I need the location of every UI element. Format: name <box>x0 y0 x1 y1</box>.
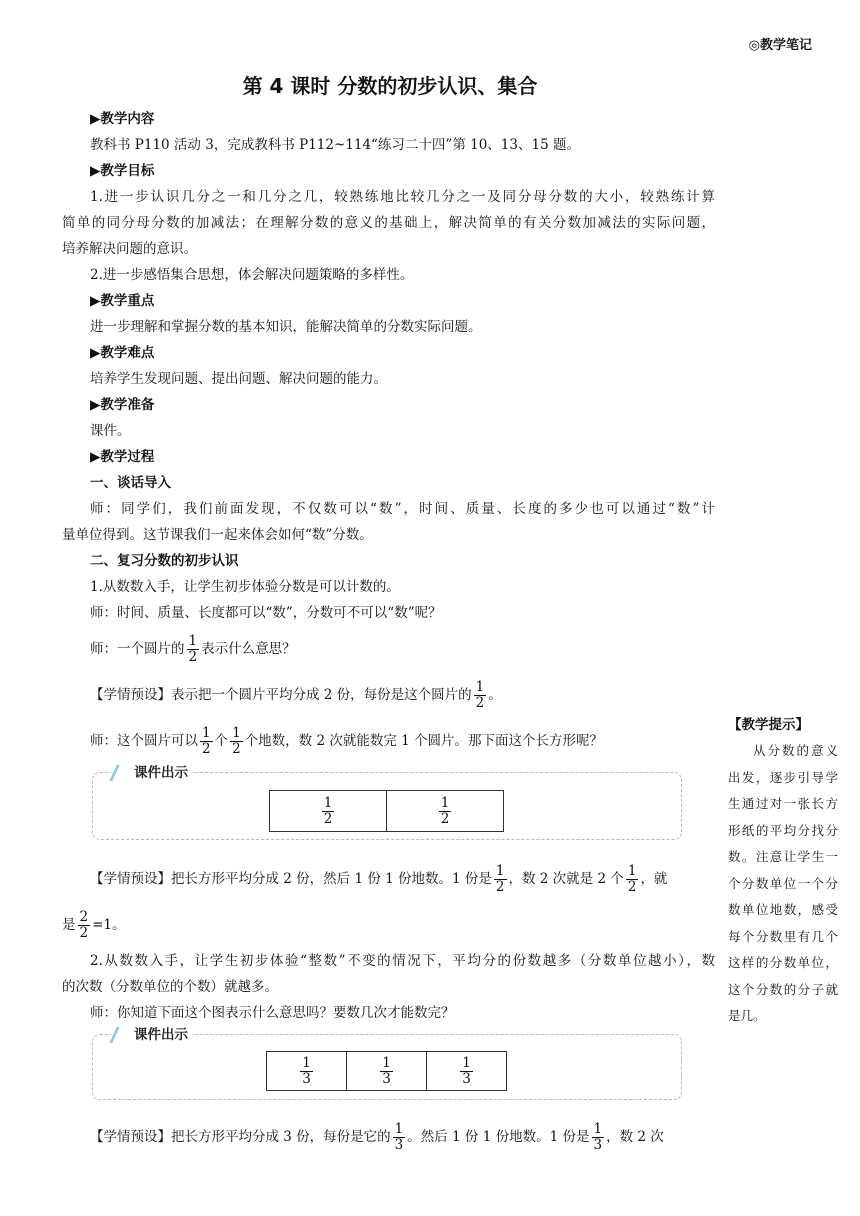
fraction-one-half: $\frac{1}{2}$ <box>202 725 211 757</box>
rectangle-cell: $\frac{1}{3}$ <box>347 1052 427 1090</box>
p2-preset-rectangle: 【学情预设】把长方形平均分成 2 份，然后 1 份 1 份地数。1 份是 $\frac{1}{2}$ ，数 2 次就是 2 个 $\frac{1}{2}$ ，就 <box>90 863 668 895</box>
teaching-tip-sidebar <box>728 712 838 1030</box>
courseware-label: 课件出示 <box>111 1023 192 1043</box>
fraction-one-half: $\frac{1}{2}$ <box>495 863 505 895</box>
rectangle-thirds <box>266 1051 507 1091</box>
content-heading: ▶教学内容 <box>90 111 155 127</box>
courseware-panel-thirds <box>92 1027 682 1100</box>
part1-line2: 量单位得到。这节课我们一起来体会如何“数”分数。 <box>62 527 373 543</box>
goal1-line1: 1.进一步认识几分之一和几分之几，较熟练地比较几分之一及同分母分数的大小，较熟练计算 <box>90 189 715 205</box>
p2-half-question: 师：一个圆片的 $\frac{1}{2}$ 表示什么意思？ <box>90 633 296 665</box>
p2-question: 师：时间、质量、长度都可以“数”，分数可不可以“数”呢？ <box>90 605 442 621</box>
difficult-heading: ▶教学难点 <box>90 345 155 361</box>
page-title: 第 4 课时 分数的初步认识、集合 <box>242 74 538 98</box>
rectangle-cell: $\frac{1}{2}$ <box>270 791 387 831</box>
goal1-line2: 简单的同分母分数的加减法；在理解分数的意义的基础上，解决简单的有关分数加减法的实际问题， <box>62 215 715 231</box>
courseware-panel-halves <box>92 765 682 840</box>
fraction-one-half: $\frac{1}{2}$ <box>232 725 241 757</box>
rectangle-cell: $\frac{1}{2}$ <box>440 795 450 827</box>
courseware-label: 课件出示 <box>111 761 192 781</box>
rectangle-halves <box>269 790 504 832</box>
p2-integer-line1: 2.从数数入手，让学生初步体验“整数”不变的情况下，平均分的份数越多（分数单位越小），数 <box>90 953 715 969</box>
teaching-tip-title: 【教学提示】 <box>728 717 809 733</box>
part1-line1: 师：同学们，我们前面发现，不仅数可以“数”，时间、质量、长度的多少也可以通过“数”计 <box>90 501 715 517</box>
key-heading: ▶教学重点 <box>90 293 155 309</box>
fraction-one-half: $\frac{1}{2}$ <box>188 633 198 665</box>
p2-count-intro: 1.从数数入手，让学生初步体验分数是可以计数的。 <box>90 579 400 595</box>
p2-count-halves: 师：这个圆片可以 $\frac{1}{2}$ 个 $\frac{1}{2}$ 个地数，数 2 次就能数完 1 个圆片。那下面这个长方形呢？ <box>90 725 604 757</box>
lesson-body <box>62 106 715 1160</box>
goal1-line3: 培养解决问题的意识。 <box>62 241 197 257</box>
prep-text: 课件。 <box>90 423 131 439</box>
rectangle-cell: $\frac{1}{3}$ <box>267 1052 347 1090</box>
p2-integer-line2: 的次数（分数单位的个数）就越多。 <box>62 979 278 995</box>
key-text: 进一步理解和掌握分数的基本知识，能解决简单的分数实际问题。 <box>90 319 482 335</box>
p2-preset-thirds: 【学情预设】把长方形平均分成 3 份，每份是它的 $\frac{1}{3}$ 。然后 1 份 1 份地数。1 份是 $\frac{1}{3}$ ，数 2 次 <box>90 1121 664 1153</box>
p2-equals-one: 是 $\frac{2}{2}$ =1。 <box>62 909 126 941</box>
p2-thirds-question: 师：你知道下面这个图表示什么意思吗？要数几次才能数完？ <box>90 1005 455 1021</box>
fraction-one-half: $\frac{1}{2}$ <box>475 679 485 711</box>
fraction-one-third: $\frac{1}{3}$ <box>394 1121 404 1153</box>
fraction-one-half: $\frac{1}{2}$ <box>627 863 637 895</box>
fraction-one-third: $\frac{1}{3}$ <box>593 1121 603 1153</box>
rectangle-cell: $\frac{1}{3}$ <box>462 1055 471 1087</box>
slash-decoration-icon <box>109 765 133 781</box>
slash-decoration-icon <box>109 1027 133 1043</box>
teaching-notes-tag: ◎教学笔记 <box>748 38 812 53</box>
process-heading: ▶教学过程 <box>90 449 155 465</box>
part2-heading: 二、复习分数的初步认识 <box>90 553 239 569</box>
difficult-text: 培养学生发现问题、提出问题、解决问题的能力。 <box>90 371 387 387</box>
content-text: 教科书 P110 活动 3，完成教科书 P112~114“练习二十四”第 10、13、15 题。 <box>90 137 580 153</box>
fraction-two-halves: $\frac{2}{2}$ <box>79 909 89 941</box>
goals-heading: ▶教学目标 <box>90 163 155 179</box>
goal2: 2.进一步感悟集合思想，体会解决问题策略的多样性。 <box>90 267 414 283</box>
prep-heading: ▶教学准备 <box>90 397 155 413</box>
teaching-tip-body: 从分数的意义出发，逐步引导学生通过对一张长方形纸的平均分找分数。注意让学生一个分数单位一个分数单位地数，感受每个分数里有几个这样的分数单位，这个分数的分子就是几。 <box>728 743 838 1023</box>
part1-heading: 一、谈话导入 <box>90 475 171 491</box>
p2-preset-half: 【学情预设】表示把一个圆片平均分成 2 份，每份是这个圆片的 $\frac{1}{2}$ 。 <box>90 679 502 711</box>
